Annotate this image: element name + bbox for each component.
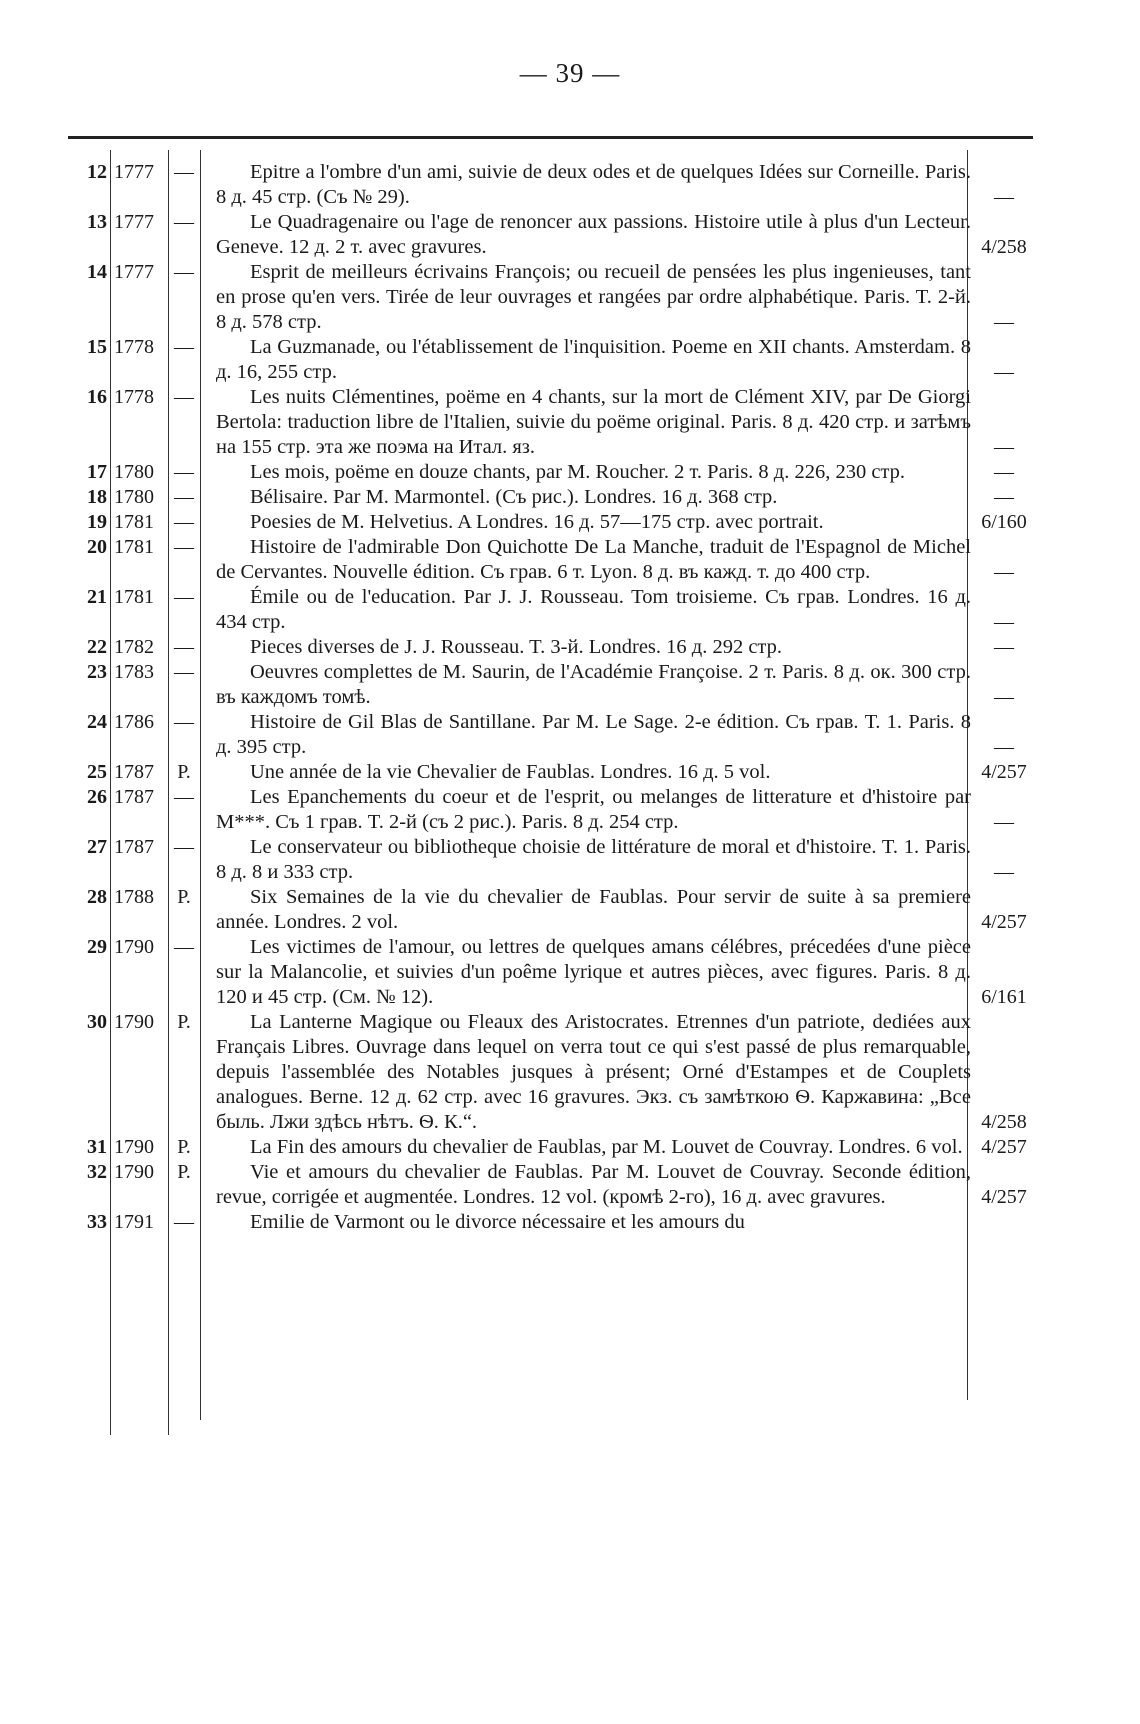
entry-mark: — [174,1211,194,1233]
entry-price-value: — [994,861,1014,883]
entry-mark: — [174,636,194,658]
entry-price-value: — [994,361,1014,383]
entry-number: 17 [87,461,107,483]
entry-text: Les victimes de l'amour, ou lettres de quelques amans célébres, précedées d'une pièce sur la Malancolie, et suivies d'un poême lyrique et autres pièces, avec figures. Paris. 8 д. 120 и 45 стр. (См. № 12). [216,936,971,1008]
entry-text: La Fin des amours du chevalier de Faublas, par M. Louvet de Couvray. Londres. 6 vol. [250,1136,963,1158]
entry-number: 24 [87,711,107,733]
entry-price-value: — [994,561,1014,583]
entry-text: La Lanterne Magique ou Fleaux des Aristocrates. Etrennes d'un patriote, dediées aux Français Libres. Ouvrage dans lequel on verra tout ce qui s'est passé de plus remarquable, depuis l'assemblée des Notables jusques à présent; Orné d'Estampes et de Couplets analogues. Berne. 12 д. 62 стр. avec 16 gravures. Экз. съ замѣткою Ѳ. Каржавина: „Все быль. Лжи здѣсь нѣтъ. Ѳ. К.“. [216,1011,971,1133]
entry-price-value: 4/257 [981,911,1027,933]
entry-text: Six Semaines de la vie du chevalier de Faublas. Pour servir de suite à sa premiere année. Londres. 2 vol. [216,886,971,933]
entry-mark: — [174,711,194,733]
entry-number: 33 [87,1211,107,1233]
entry-text: Une année de la vie Chevalier de Faublas. Londres. 16 д. 5 vol. [250,761,771,783]
entry-description [216,485,971,510]
entry-price-value: 4/258 [981,236,1027,258]
entry-price [971,635,1037,660]
catalog-entry [0,535,1140,585]
entry-text: Émile ou de l'education. Par J. J. Rousseau. Tom troisieme. Съ грав. Londres. 16 д. 434 стр. [216,586,971,633]
entry-mark: — [174,261,194,283]
entry-mark: — [174,536,194,558]
catalog-entry [0,510,1140,535]
entry-year: 1781 [114,586,154,608]
entry-text: Oeuvres complettes de M. Saurin, de l'Académie Françoise. 2 т. Paris. 8 д. ок. 300 стр. въ каждомъ томѣ. [216,661,971,708]
entry-price [971,1210,1037,1235]
entry-price [971,760,1037,785]
catalog-entry [0,385,1140,460]
entry-price-value: — [994,186,1014,208]
entry-price [971,260,1037,335]
entry-price [971,885,1037,935]
entry-price [971,935,1037,1010]
entry-year: 1790 [114,936,154,958]
entry-price [971,210,1037,260]
entry-year: 1783 [114,661,154,683]
entry-price [971,585,1037,635]
entry-mark: Р. [177,1136,191,1158]
entry-year: 1777 [114,261,154,283]
entry-text: Histoire de Gil Blas de Santillane. Par M. Le Sage. 2-e édition. Съ грав. Т. 1. Paris. 8 д. 395 стр. [216,711,971,758]
entry-price [971,160,1037,210]
catalog-entry [0,1010,1140,1135]
catalog-entry [0,835,1140,885]
entry-text: Vie et amours du chevalier de Faublas. Par M. Louvet de Couvray. Seconde édition, revue, corrigée et augmentée. Londres. 12 vol. (кромѣ 2-го), 16 д. avec gravures. [216,1161,971,1208]
catalog-entry [0,710,1140,760]
entry-description [216,385,971,460]
entry-price [971,1010,1037,1135]
entry-mark: — [174,211,194,233]
entry-year: 1780 [114,486,154,508]
entry-price [971,335,1037,385]
entry-mark: — [174,786,194,808]
entry-description [216,935,971,1010]
entry-text: Les mois, poëme en douze chants, par M. Roucher. 2 т. Paris. 8 д. 226, 230 стр. [250,461,906,483]
entry-year: 1790 [114,1136,154,1158]
entry-description [216,260,971,335]
entry-description [216,585,971,635]
entry-price [971,460,1037,485]
entry-number: 29 [87,936,107,958]
entry-mark: — [174,161,194,183]
entry-year: 1786 [114,711,154,733]
entry-year: 1777 [114,161,154,183]
catalog-entry [0,1135,1140,1160]
entry-price-value: 4/257 [981,1186,1027,1208]
entry-price [971,835,1037,885]
entry-price [971,660,1037,710]
entry-number: 12 [87,161,107,183]
entry-price-value: — [994,461,1014,483]
entry-year: 1787 [114,836,154,858]
entry-number: 18 [87,486,107,508]
entry-price-value: — [994,686,1014,708]
entry-year: 1778 [114,336,154,358]
entry-description [216,710,971,760]
entry-description [216,335,971,385]
entry-mark: — [174,386,194,408]
entry-description [216,510,971,535]
entry-description [216,885,971,935]
entry-number: 21 [87,586,107,608]
entry-year: 1790 [114,1161,154,1183]
entry-year: 1782 [114,636,154,658]
entry-year: 1777 [114,211,154,233]
entry-description [216,760,971,785]
entry-price [971,710,1037,760]
catalog-entry [0,1160,1140,1210]
entry-text: Le conservateur ou bibliotheque choisie de littérature de moral et d'histoire. T. 1. Paris. 8 д. 8 и 333 стр. [216,836,971,883]
catalog-entry [0,460,1140,485]
entry-year: 1781 [114,511,154,533]
entry-text: Histoire de l'admirable Don Quichotte De La Manche, traduit de l'Espagnol de Michel de Cervantes. Nouvelle édition. Съ грав. 6 т. Lyon. 8 д. въ кажд. т. до 400 стр. [216,536,971,583]
entry-mark: — [174,461,194,483]
entry-text: Poesies de M. Helvetius. A Londres. 16 д. 57—175 стр. avec portrait. [250,511,824,533]
entry-description [216,1160,971,1210]
catalog-entry [0,210,1140,260]
entry-mark: — [174,336,194,358]
entry-mark: — [174,836,194,858]
entry-mark: Р. [177,886,191,908]
entry-mark: Р. [177,761,191,783]
entry-text: Esprit de meilleurs écrivains François; ou recueil de pensées les plus ingenieuses, tant en prose qu'en vers. Tirée de leur ouvrages et rangées par ordre alphabétique. Paris. T. 2-й. 8 д. 578 стр. [216,261,971,333]
entry-description [216,635,971,660]
entry-price-value: 6/161 [981,986,1027,1008]
entry-price-value: — [994,811,1014,833]
entry-number: 28 [87,886,107,908]
entry-year: 1790 [114,1011,154,1033]
entry-price-value: — [994,486,1014,508]
entry-text: Les nuits Clémentines, poëme en 4 chants, sur la mort de Clément XIV, par De Giorgi Bertola: traduction libre de l'Italien, suivie du poëme original. Paris. 8 д. 420 стр. и затѣмъ на 155 стр. эта же поэма на Итал. яз. [216,386,971,458]
entry-price [971,510,1037,535]
entry-price-value: — [994,636,1014,658]
entry-number: 13 [87,211,107,233]
entry-number: 31 [87,1136,107,1158]
entry-price [971,485,1037,510]
entry-number: 32 [87,1161,107,1183]
entry-price-value: 6/160 [981,511,1027,533]
entry-description [216,1135,971,1160]
entry-text: Bélisaire. Par M. Marmontel. (Съ рис.). Londres. 16 д. 368 стр. [250,486,778,508]
entry-description [216,835,971,885]
entry-price [971,535,1037,585]
entry-text: Les Epanchements du coeur et de l'esprit, ou melanges de litterature et d'histoire par M***. Съ 1 грав. T. 2-й (съ 2 рис.). Paris. 8 д. 254 стр. [216,786,971,833]
catalog-entry [0,585,1140,635]
entry-price [971,385,1037,460]
entry-number: 15 [87,336,107,358]
entry-number: 22 [87,636,107,658]
entry-number: 20 [87,536,107,558]
catalog-entry [0,160,1140,210]
entry-price [971,785,1037,835]
entry-year: 1787 [114,786,154,808]
entry-number: 25 [87,761,107,783]
entry-description [216,660,971,710]
entry-price-value: — [994,736,1014,758]
entry-mark: — [174,936,194,958]
entry-price [971,1160,1037,1210]
entry-year: 1787 [114,761,154,783]
entry-number: 30 [87,1011,107,1033]
entry-year: 1788 [114,886,154,908]
entry-description [216,460,971,485]
entry-text: Le Quadragenaire ou l'age de renoncer aux passions. Histoire utile à plus d'un Lecteur. Geneve. 12 д. 2 т. avec gravures. [216,211,971,258]
entry-text: Pieces diverses de J. J. Rousseau. T. 3-й. Londres. 16 д. 292 стр. [250,636,783,658]
entry-year: 1778 [114,386,154,408]
catalog-entries [0,160,1140,1235]
catalog-entry [0,335,1140,385]
entry-price-value: — [994,436,1014,458]
header-rule [68,136,1033,139]
entry-price-value: — [994,311,1014,333]
entry-number: 16 [87,386,107,408]
entry-mark: Р. [177,1011,191,1033]
catalog-entry [0,1210,1140,1235]
catalog-entry [0,785,1140,835]
entry-number: 23 [87,661,107,683]
entry-mark: — [174,486,194,508]
catalog-entry [0,760,1140,785]
entry-text: Emilie de Varmont ou le divorce nécessaire et les amours du [250,1211,745,1233]
entry-price-value: 4/258 [981,1111,1027,1133]
entry-description [216,210,971,260]
catalog-entry [0,635,1140,660]
entry-number: 26 [87,786,107,808]
entry-text: Epitre a l'ombre d'un ami, suivie de deux odes et de quelques Idées sur Corneille. Paris. 8 д. 45 стр. (Съ № 29). [216,161,971,208]
entry-price [971,1135,1037,1160]
entry-year: 1780 [114,461,154,483]
entry-mark: — [174,511,194,533]
entry-description [216,1210,971,1235]
entry-mark: — [174,586,194,608]
entry-year: 1791 [114,1211,154,1233]
catalog-entry [0,885,1140,935]
entry-year: 1781 [114,536,154,558]
entry-number: 14 [87,261,107,283]
catalog-entry [0,260,1140,335]
entry-description [216,785,971,835]
entry-description [216,160,971,210]
entry-number: 27 [87,836,107,858]
entry-description [216,1010,971,1135]
entry-price-value: 4/257 [981,761,1027,783]
entry-description [216,535,971,585]
entry-price-value: 4/257 [981,1136,1027,1158]
entry-number: 19 [87,511,107,533]
catalog-entry [0,660,1140,710]
catalog-entry [0,485,1140,510]
entry-text: La Guzmanade, ou l'établissement de l'inquisition. Poeme en XII chants. Amsterdam. 8 д. 16, 255 стр. [216,336,971,383]
page-number: — 39 — [519,58,621,88]
entry-price-value: — [994,611,1014,633]
entry-mark: Р. [177,1161,191,1183]
entry-mark: — [174,661,194,683]
catalog-entry [0,935,1140,1010]
